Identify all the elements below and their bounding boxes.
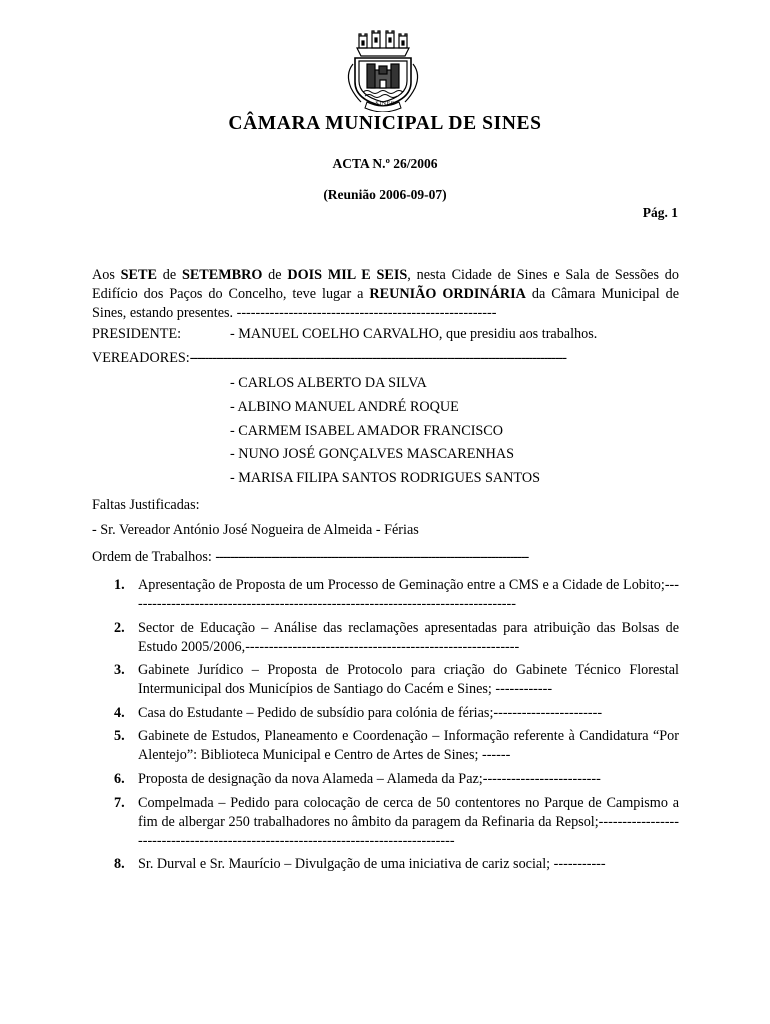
councillors-list [230, 375, 540, 494]
president-name: - MANUEL COELHO CARVALHO, que presidiu aos trabalhos. [230, 326, 598, 342]
councillor-name: - CARMEM ISABEL AMADOR FRANCISCO [230, 422, 504, 439]
meeting-day: SETE [120, 267, 157, 283]
agenda-item-number: 6. [114, 770, 125, 787]
agenda-item-number: 4. [114, 704, 125, 721]
meeting-type: REUNIÃO ORDINÁRIA [369, 286, 526, 302]
absences-heading: Faltas Justificadas: [92, 497, 200, 513]
president-label: PRESIDENTE: [92, 326, 182, 342]
agenda-item-number: 2. [114, 619, 125, 636]
meeting-year: DOIS MIL E SEIS [287, 267, 408, 283]
agenda-item-number: 3. [114, 662, 125, 679]
agenda-item-text: Sector de Educação – Análise das reclamações apresentadas para atribuição das Bolsas de Estudo 2005/2006,---------------------------------------------------------- [138, 619, 679, 655]
agenda-item-text: Casa do Estudante – Pedido de subsídio para colónia de férias;----------------------- [138, 704, 603, 721]
agenda-item [92, 855, 679, 874]
agenda-item-text: Compelmada – Pedido para colocação de cerca de 50 contentores no Parque de Campismo a fim de albergar 250 trabalhadores no âmbito da paragem da Refinaria da Repsol;------------------------------------------------------------------------------------ [138, 794, 679, 849]
page-number: Pág. 1 [642, 205, 678, 220]
councillors-label: VEREADORES: [92, 350, 190, 366]
agenda-item [92, 770, 679, 789]
councillor-name: - NUNO JOSÉ GONÇALVES MASCARENHAS [230, 446, 515, 463]
agenda-item [92, 619, 679, 657]
councillor-name: - MARISA FILIPA SANTOS RODRIGUES SANTOS [230, 470, 540, 487]
councillor-name: - CARLOS ALBERTO DA SILVA [230, 375, 427, 391]
president-row [92, 326, 679, 343]
agenda-item-text: Sr. Durval e Sr. Maurício – Divulgação de uma iniciativa de cariz social; ----------- [138, 856, 606, 873]
agenda-item-number: 1. [114, 577, 125, 593]
organization-title: CÂMARA MUNICIPAL DE SINES [228, 113, 542, 134]
councillors-row [92, 350, 679, 367]
agenda-item [92, 576, 679, 614]
agenda-item-text: Gabinete Jurídico – Proposta de Protocolo para criação do Gabinete Técnico Florestal Intermunicipal dos Municípios de Santiago do Cacém e Sines; ------------ [138, 662, 679, 698]
seal-ribbon-text: SINES [375, 101, 395, 107]
separator-dashes: ------------------------------------------------------------------------------------ [215, 549, 529, 565]
agenda-item [92, 661, 679, 699]
agenda-item-text: Proposta de designação da nova Alameda – Alameda da Paz;------------------------- [138, 770, 601, 787]
agenda-item-number: 8. [114, 856, 125, 873]
agenda-heading-row [92, 549, 679, 566]
meeting-month: SETEMBRO [181, 267, 263, 283]
agenda-item-number: 7. [114, 794, 125, 811]
absence-line: - Sr. Vereador António José Nogueira de Almeida - Férias [92, 522, 419, 538]
opening-paragraph: Aos SETE de SETEMBRO de DOIS MIL E SEIS, nesta Cidade de Sines e Sala de Sessões do Edifício dos Paços do Concelho, teve lugar a REUNIÃO ORDINÁRIA da Câmara Municipal de Sines, estando presentes. ------------------------------------------------------- [92, 267, 680, 321]
agenda-item [92, 727, 679, 765]
agenda-heading: Ordem de Trabalhos: [92, 549, 216, 565]
meeting-date: (Reunião 2006-09-07) [323, 187, 447, 202]
agenda-item-text: Apresentação de Proposta de um Processo de Geminação entre a CMS e a Cidade de Lobito;----------------------------------------------------------------------------------- [138, 577, 679, 612]
agenda-item [92, 704, 679, 723]
agenda-item-number: 5. [114, 728, 125, 745]
municipal-coat-of-arms [343, 30, 423, 112]
agenda-item [92, 794, 679, 851]
agenda-list [92, 576, 679, 879]
councillor-name: - ALBINO MANUEL ANDRÉ ROQUE [230, 398, 459, 415]
minutes-number: ACTA N.º 26/2006 [332, 156, 438, 171]
separator-dashes: ----------------------------------------------------------------------------------------------------- [189, 350, 566, 366]
agenda-item-text: Gabinete de Estudos, Planeamento e Coordenação – Informação referente à Candidatura “Por Alentejo”: Biblioteca Municipal e Centro de Artes de Sines; ------ [138, 728, 679, 764]
